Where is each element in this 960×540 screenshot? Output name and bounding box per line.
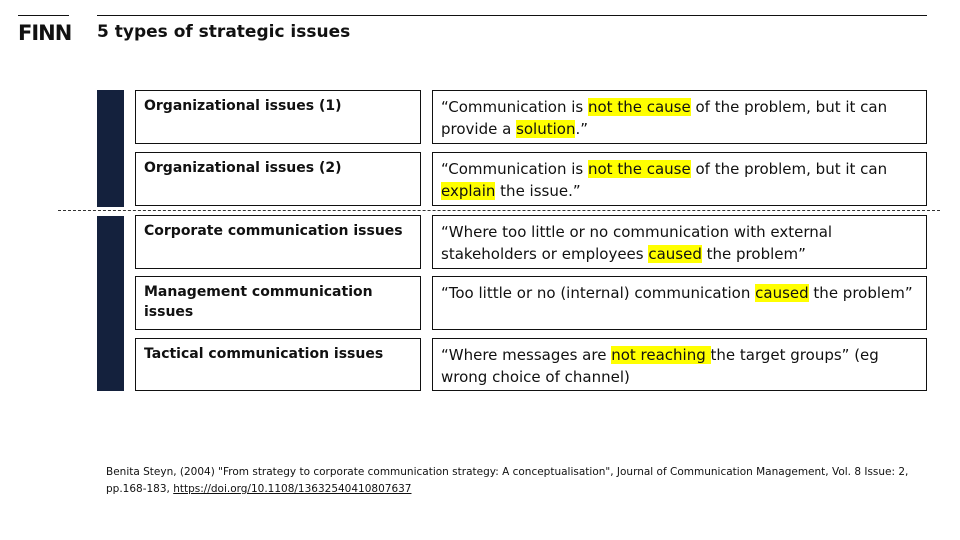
title-rule (97, 15, 927, 16)
quote-text: the problem” (808, 284, 913, 302)
issue-label-1: Organizational issues (1) (135, 90, 421, 144)
citation (106, 464, 926, 498)
highlighted-phrase: not the cause (587, 160, 691, 178)
page-title: 5 types of strategic issues (97, 22, 351, 42)
issue-label-4: Management communication issues (135, 276, 421, 330)
logo-rule (18, 15, 69, 16)
quote-text: “Where too little or no communication with external stakeholders or employees (441, 223, 833, 263)
quote-text: of the problem, but it can provide a (441, 98, 888, 138)
issue-label-2: Organizational issues (2) (135, 152, 421, 206)
issue-quote-1 (432, 90, 927, 144)
quote-text: “Too little or no (internal) communication (441, 284, 756, 302)
highlighted-phrase: explain (441, 182, 496, 200)
accent-bar-communication (97, 216, 124, 391)
quote-text: the problem” (701, 245, 806, 263)
finn-logo: FINN (18, 21, 72, 45)
issue-label-5: Tactical communication issues (135, 338, 421, 391)
issue-quote-3 (432, 215, 927, 269)
accent-bar-organizational (97, 90, 124, 207)
issue-quote-5 (432, 338, 927, 391)
highlighted-phrase: not reaching (611, 346, 711, 364)
citation-text: Benita Steyn, (2004) "From strategy to corporate communication strategy: A conceptualisation", Journal of Communication Management, Vol. 8 Issue: 2, pp.168-183, (106, 466, 909, 495)
issue-quote-4 (432, 276, 927, 330)
highlighted-phrase: solution (516, 120, 576, 138)
quote-text: “Communication is (441, 98, 588, 116)
highlighted-phrase: caused (648, 245, 702, 263)
quote-text: the issue.” (495, 182, 581, 200)
quote-text: the target groups” (eg wrong choice of channel) (441, 346, 879, 386)
highlighted-phrase: not the cause (587, 98, 691, 116)
quote-text: “Where messages are (441, 346, 612, 364)
highlighted-phrase: caused (755, 284, 809, 302)
quote-text: of the problem, but it can (690, 160, 888, 178)
issue-quote-2 (432, 152, 927, 206)
dashed-divider (58, 210, 940, 211)
quote-text: “Communication is (441, 160, 588, 178)
quote-text: .” (575, 120, 589, 138)
issue-label-3: Corporate communication issues (135, 215, 421, 269)
citation-doi-link[interactable]: https://doi.org/10.1108/13632540410807637 (173, 483, 412, 495)
